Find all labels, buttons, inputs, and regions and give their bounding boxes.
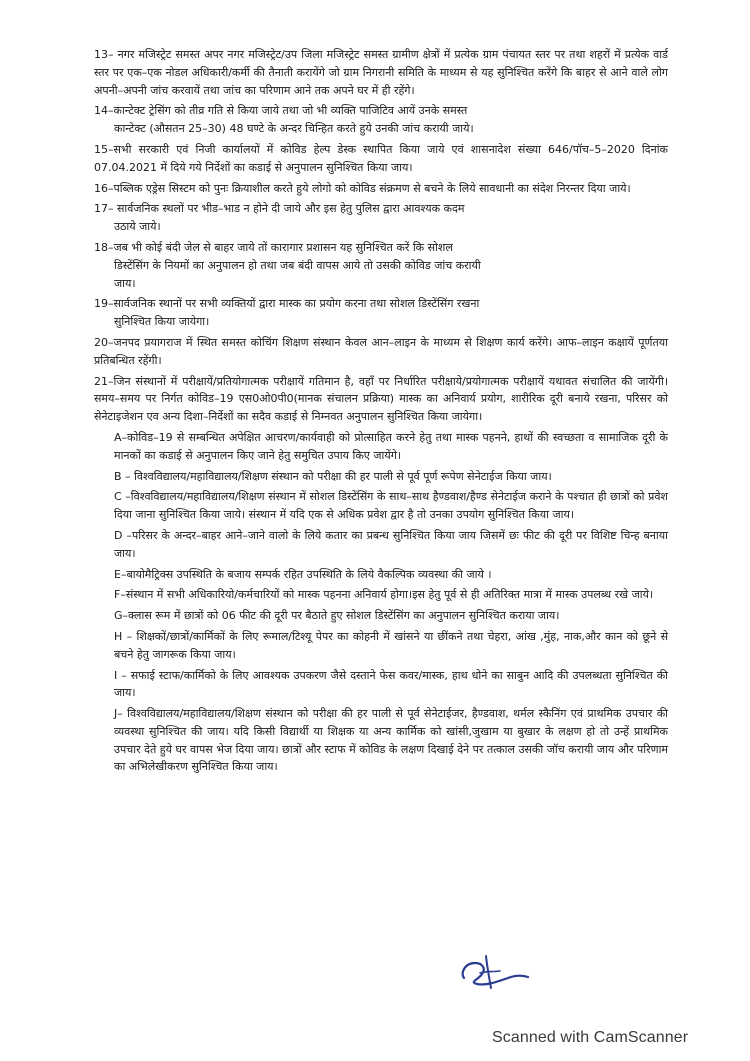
subpoint-i: I – सफाई स्टाफ/कार्मिको के लिए आवश्यक उपकरण जैसे दस्ताने फेस कवर/मास्क, हाथ धोने का साबुन आदि की उपलब्धता सुनिश्चित की जाय। — [114, 668, 668, 700]
point-15 — [94, 141, 668, 177]
point-13 — [94, 46, 668, 99]
point-17-text-cont: उठाये जाये। — [114, 220, 161, 234]
point-14-text-cont: कान्टेक्ट (औसतन 25–30) 48 घण्टे के अन्दर चिन्हित करते हुये उनकी जांच करायी जाये। — [114, 122, 474, 136]
subpoint-h: H – शिक्षकों/छात्रों/कार्मिकों के लिए रूमाल/टिश्यू पेपर का कोहनी में खांसने या छींकने तथा चेहरा, आंख ,मुंह, नाक,और कान को छूने से बचने हेतु जागरूक किया जाय। — [114, 629, 668, 661]
point-17 — [94, 200, 668, 236]
point-16-text: 16–पब्लिक एड्रेस सिस्टम को पुनः क्रियाशील करते हुये लोगो को कोविड संक्रमण से बचने के लिये सावधानी का संदेश निरन्तर दिया जाये। — [94, 181, 631, 195]
subpoint-a: A–कोविड–19 से सम्बन्धित अपेक्षित आचरण/कार्यवाही को प्रोत्साहित करने हेतु तथा मास्क पहनने, हाथों की स्वच्छता व सामाजिक दूरी के मानकों का कडाई से अनुपालन किए जाने हेतु समुचित उपाय किए जायेंगे। — [114, 430, 668, 462]
point-16 — [94, 180, 668, 198]
point-21 — [94, 373, 668, 426]
point-19-text-cont: सुनिश्चित किया जायेगा। — [114, 315, 210, 329]
document-body — [94, 46, 668, 779]
subpoint-e: E–बायोमैट्रिक्स उपस्थिति के बजाय सम्पर्क रहित उपस्थिति के लिये वैकल्पिक व्यवस्था की जाये । — [114, 567, 492, 581]
subpoint-g: G–क्लास रूम में छात्रों को 06 फीट की दूरी पर बैठाते हुए सोशल डिस्टेंसिंग का अनुपालन सुनिश्चित कराया जाय। — [114, 609, 560, 623]
point-21-text: 21–जिन संस्थानों में परीक्षायें/प्रतियोगात्मक परीक्षायें गतिमान है, वहाँ पर निर्धारित परीक्षाये/प्रयोगात्मक परीक्षायें यथावत संचालित की जायेंगी। समय–समय पर निर्गत कोविड–19 एस0ओ0पी0(मानक संचालन प्रक्रिया) मास्क का अनिवार्य प्रयोग, शारीरिक दूरी बनाये रखना, परिसर को सेनेटाइजेशन एव अन्य दिशा–निर्देशों का सदैव कडाई से निम्नवत अनुपालन सुनिश्चित किया जायेगा। — [94, 374, 668, 424]
point-18-text-cont: डिस्टेंसिंग के नियमों का अनुपालन हो तथा जब बंदी वापस आये तो उसकी कोविड जांच करायी — [114, 258, 481, 272]
subpoint-c: C –विश्वविद्यालय/महाविद्यालय/शिक्षण संस्थान में सोशल डिस्टेंसिंग के साथ–साथ हैण्डवाश/हैण्ड सेनेटाईज कराने के पश्चात ही छात्रों को प्रवेश दिया जाना सुनिश्चित किया जाये। संस्थान में यदि एक से अधिक प्रवेश द्वार है तो उनका उपयोग सुनिश्चित किया जाय। — [114, 490, 668, 522]
point-19-text: 19–सार्वजनिक स्थानों पर सभी व्यक्तियों द्वारा मास्क का प्रयोग करना तथा सोशल डिस्टेंसिंग रखना — [94, 297, 480, 311]
point-19 — [94, 295, 668, 331]
point-18 — [94, 239, 668, 292]
scanner-watermark: Scanned with CamScanner — [492, 1029, 689, 1046]
point-15-text: 15–सभी सरकारी एवं निजी कार्यालयों में कोविड हेल्प डेस्क स्थापित किया जाये एवं शासनादेश संख्या 646/पॉच–5–2020 दिनांक 07.04.2021 में दिये गये निर्देशों का कडाई से अनुपालन सुनिश्चित किया जाय। — [94, 142, 668, 174]
subpoint-j: J– विश्वविद्यालय/महाविद्यालय/शिक्षण संस्थान को परीक्षा की हर पाली से पूर्व सेनेटाईजर, हैण्डवाश, थर्मल स्कैनिंग एवं प्राथमिक उपचार की व्यवस्था सुनिश्चित की जाय। यदि किसी विद्यार्थी या शिक्षक या अन्य कार्मिक को खांसी,जुखाम या बुखार के लक्षण हो तो उन्हें प्राथमिक उपचार देते हुये घर वापस भेज दिया जाय। छात्रों और स्टाफ में कोविड के लक्षण दिखाई देने पर तत्काल उसकी जॉच करायी जाय और परिणाम का अभिलेखीकरण सुनिश्चित किया जाय। — [114, 707, 668, 774]
subpoint-f: F–संस्थान में सभी अधिकारियो/कर्मचारियों को मास्क पहनना अनिवार्य होगा।इस हेतु पूर्व से ही अतिरिक्त मात्रा में मास्क उपलब्ध रखे जाये। — [114, 588, 654, 602]
signature-mark — [456, 951, 532, 991]
point-18-text-cont2: जाय। — [114, 276, 136, 290]
point-13-text: 13– नगर मजिस्ट्रेट समस्त अपर नगर मजिस्ट्रेट/उप जिला मजिस्ट्रेट समस्त ग्रामीण क्षेत्रों में प्रत्येक ग्राम पंचायत स्तर पर तथा शहरों में प्रत्येक वार्ड स्तर पर एक–एक नोडल अधिकारी/कर्मी की तैनाती करायेंगे जो ग्राम निगरानी समिति के माध्यम से यह सुनिश्चित करेंगे कि बाहर से आने वाले लोग अपनी–अपनी जांच करवायें तथा जांच का परिणाम आने तक अपने घर में ही रहेंगे। — [94, 48, 668, 97]
point-17-text: 17– सार्वजनिक स्थलों पर भीड–भाड न होने दी जाये और इस हेतु पुलिस द्वारा आवश्यक कदम — [94, 202, 465, 216]
point-18-text: 18–जब भी कोई बंदी जेल से बाहर जाये तों कारागार प्रशासन यह सुनिश्चित करें कि सोशल — [94, 240, 453, 254]
point-14-text: 14–कान्टेक्ट ट्रेसिंग को तीव्र गति से किया जाये तथा जो भी व्यक्ति पाजिटिव आयें उनके समस्त — [94, 104, 468, 118]
subpoint-d: D –परिसर के अन्दर–बाहर आने–जाने वालो के लिये कतार का प्रबन्ध सुनिश्चित किया जाय जिसमें छः फीट की दूरी पर विशिष्ट चिन्ह बनाया जाय। — [114, 528, 668, 560]
point-20-text: 20–जनपद प्रयागराज में स्थित समस्त कोचिंग शिक्षण संस्थान केवल आन–लाइन के माध्यम से शिक्षण कार्य करेंगे। आफ–लाइन कक्षायें पूर्णतया प्रतिबन्धित रहेंगी। — [94, 335, 668, 367]
point-20 — [94, 334, 668, 370]
point-14 — [94, 102, 668, 138]
subpoint-b: B – विश्वविद्यालय/महाविद्यालय/शिक्षण संस्थान को परीक्षा की हर पाली से पूर्व पूर्ण रूपेण सेनेटाईज किया जाय। — [114, 469, 552, 483]
